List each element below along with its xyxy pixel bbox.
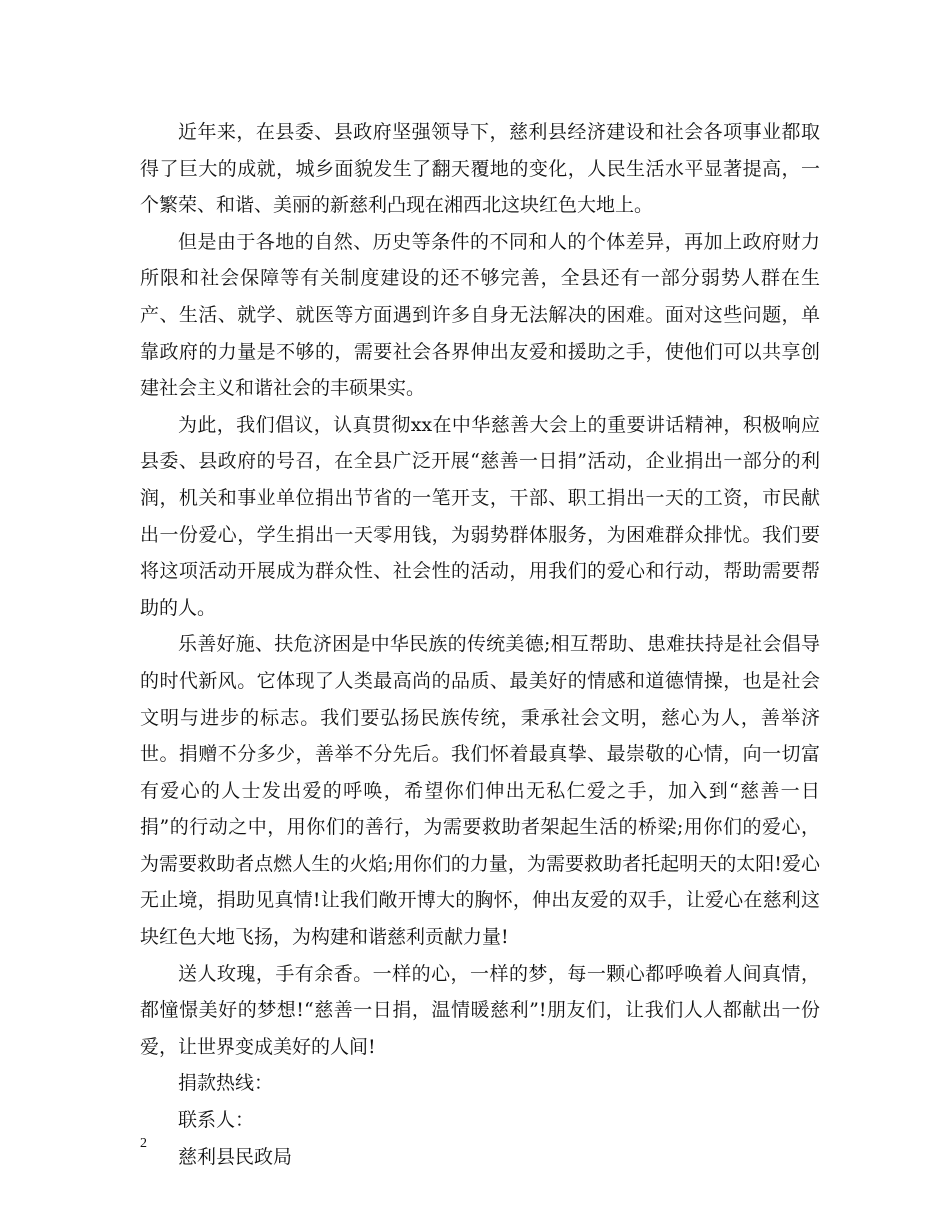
paragraph-intro: 近年来，在县委、县政府坚强领导下，慈利县经济建设和社会各项事业都取得了巨大的成就，城乡面貌发生了翻天覆地的变化，人民生活水平显著提高，一个繁荣、和谐、美丽的新慈利凸现在湘西北这块红色大地上。: [140, 121, 820, 217]
page-number: 2: [140, 1136, 147, 1151]
contact-label: 联系人：: [178, 1109, 255, 1132]
paragraph-closing: 送人玫瑰，手有余香。一样的心，一样的梦，每一颗心都呼唤着人间真情，都憧憬美好的梦想!“慈善一日捐，温情暖慈利”!朋友们，让我们人人都献出一份爱，让世界变成美好的人间!: [140, 962, 820, 1058]
document-body: [140, 114, 820, 1175]
hotline-label: 捐款热线：: [178, 1072, 274, 1095]
paragraph-difficulties: 但是由于各地的自然、历史等条件的不同和人的个体差异，再加上政府财力所限和社会保障等有关制度建设的还不够完善，全县还有一部分弱势人群在生产、生活、就学、就医等方面遇到许多自身无法解决的困难。面对这些问题，单靠政府的力量是不够的，需要社会各界伸出友爱和援助之手，使他们可以共享创建社会主义和谐社会的丰硕果实。: [140, 230, 820, 400]
paragraph-initiative: 为此，我们倡议，认真贯彻xx在中华慈善大会上的重要讲话精神，积极响应县委、县政府的号召，在全县广泛开展“慈善一日捐”活动，企业捐出一部分的利润，机关和事业单位捐出节省的一笔开支，干部、职工捐出一天的工资，市民献出一份爱心，学生捐出一天零用钱，为弱势群体服务，为困难群众排忧。我们要将这项活动开展成为群众性、社会性的活动，用我们的爱心和行动，帮助需要帮助的人。: [140, 413, 820, 619]
organization-name: 慈利县民政局: [178, 1145, 293, 1168]
paragraph-tradition: 乐善好施、扶危济困是中华民族的传统美德;相互帮助、患难扶持是社会倡导的时代新风。它体现了人类最高尚的品质、最美好的情感和道德情操，也是社会文明与进步的标志。我们要弘扬民族传统，秉承社会文明，慈心为人，善举济世。捐赠不分多少，善举不分先后。我们怀着最真挚、最崇敬的心情，向一切富有爱心的人士发出爱的呼唤，希望你们伸出无私仁爱之手，加入到“慈善一日捐”的行动之中，用你们的善行，为需要救助者架起生活的桥梁;用你们的爱心，为需要救助者点燃人生的火焰;用你们的力量，为需要救助者托起明天的太阳!爱心无止境，捐助见真情!让我们敞开博大的胸怀，伸出友爱的双手，让爱心在慈利这块红色大地飞扬，为构建和谐慈利贡献力量!: [140, 633, 820, 949]
